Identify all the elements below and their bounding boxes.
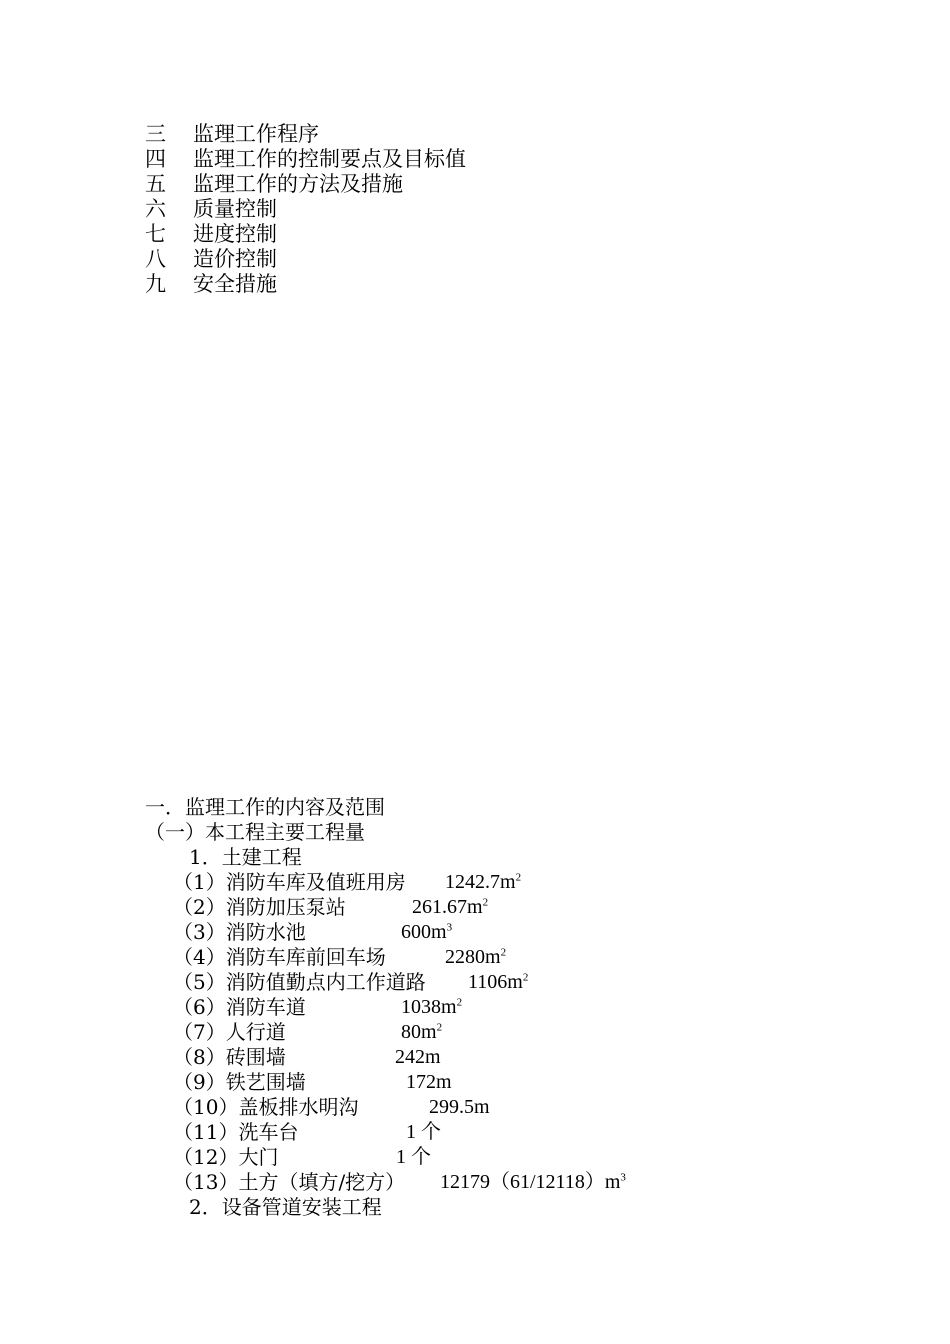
toc-item-number: 九 — [145, 272, 166, 296]
quantity-item — [145, 970, 529, 995]
item-label: （6）消防车道 — [173, 995, 306, 1019]
toc-item-number: 八 — [145, 247, 166, 271]
toc-item — [145, 247, 466, 272]
item-value: $1242.7m^2$ — [445, 871, 522, 893]
toc-item-number: 七 — [145, 222, 166, 246]
item-value: $600m^3$ — [401, 921, 453, 943]
section-content — [145, 795, 626, 1220]
item-value: 1 个 — [406, 1121, 441, 1143]
group-heading-equipment: 2．设备管道安装工程 — [189, 1195, 382, 1219]
toc-item-title: 质量控制 — [193, 197, 277, 221]
toc-item — [145, 147, 466, 172]
quantity-item — [145, 1045, 441, 1070]
quantity-item — [145, 1170, 626, 1195]
toc-item-title: 监理工作的控制要点及目标值 — [193, 147, 466, 171]
quantity-item — [145, 920, 453, 945]
item-label: （12）大门 — [173, 1145, 279, 1169]
item-label: （11）洗车台 — [173, 1120, 299, 1144]
toc-item-number: 四 — [145, 147, 166, 171]
quantity-item — [145, 1095, 490, 1120]
toc-item — [145, 197, 466, 222]
item-value: $1038m^2$ — [401, 996, 463, 1018]
toc-item-number: 三 — [145, 122, 166, 146]
item-label: （2）消防加压泵站 — [173, 895, 346, 919]
toc-item-number: 六 — [145, 197, 166, 221]
toc-item-title: 监理工作程序 — [193, 122, 319, 146]
toc-item-title: 监理工作的方法及措施 — [193, 172, 403, 196]
item-label: （8）砖围墙 — [173, 1045, 286, 1069]
item-value: $1106m^2$ — [468, 971, 529, 993]
item-label: （7）人行道 — [173, 1020, 286, 1044]
item-value: $80m^2$ — [401, 1021, 443, 1043]
toc-item-title: 进度控制 — [193, 222, 277, 246]
item-label: （4）消防车库前回车场 — [173, 945, 386, 969]
item-value: $2280m^2$ — [445, 946, 507, 968]
toc-item — [145, 272, 466, 297]
toc-item-title: 造价控制 — [193, 247, 277, 271]
item-label: （13）土方（填方/挖方） — [173, 1170, 406, 1194]
quantity-item — [145, 870, 522, 895]
quantity-item — [145, 1120, 441, 1145]
toc-item — [145, 122, 466, 147]
item-value: $12179(61/12118)m^3$ — [440, 1171, 626, 1193]
toc-item — [145, 172, 466, 197]
item-value: 242m — [395, 1046, 441, 1068]
item-label: （3）消防水池 — [173, 920, 306, 944]
quantity-item — [145, 895, 489, 920]
quantity-item — [145, 995, 463, 1020]
toc-item — [145, 222, 466, 247]
quantity-item — [145, 1020, 443, 1045]
section-subheading: （一）本工程主要工程量 — [145, 820, 365, 844]
toc-item-title: 安全措施 — [193, 272, 277, 296]
item-label: （9）铁艺围墙 — [173, 1070, 306, 1094]
item-label: （1）消防车库及值班用房 — [173, 870, 406, 894]
item-label: （5）消防值勤点内工作道路 — [173, 970, 426, 994]
item-value: 172m — [406, 1071, 452, 1093]
item-label: （10）盖板排水明沟 — [173, 1095, 359, 1119]
quantity-item — [145, 945, 507, 970]
quantity-item — [145, 1145, 431, 1170]
item-value: $261.67m^2$ — [412, 896, 489, 918]
section-heading: 一．监理工作的内容及范围 — [145, 795, 385, 819]
item-value: 299.5m — [429, 1096, 490, 1118]
toc-item-number: 五 — [145, 172, 166, 196]
group-heading-civil: 1．土建工程 — [189, 845, 302, 869]
table-of-contents — [145, 122, 466, 297]
quantity-item — [145, 1070, 452, 1095]
item-value: 1 个 — [396, 1146, 431, 1168]
